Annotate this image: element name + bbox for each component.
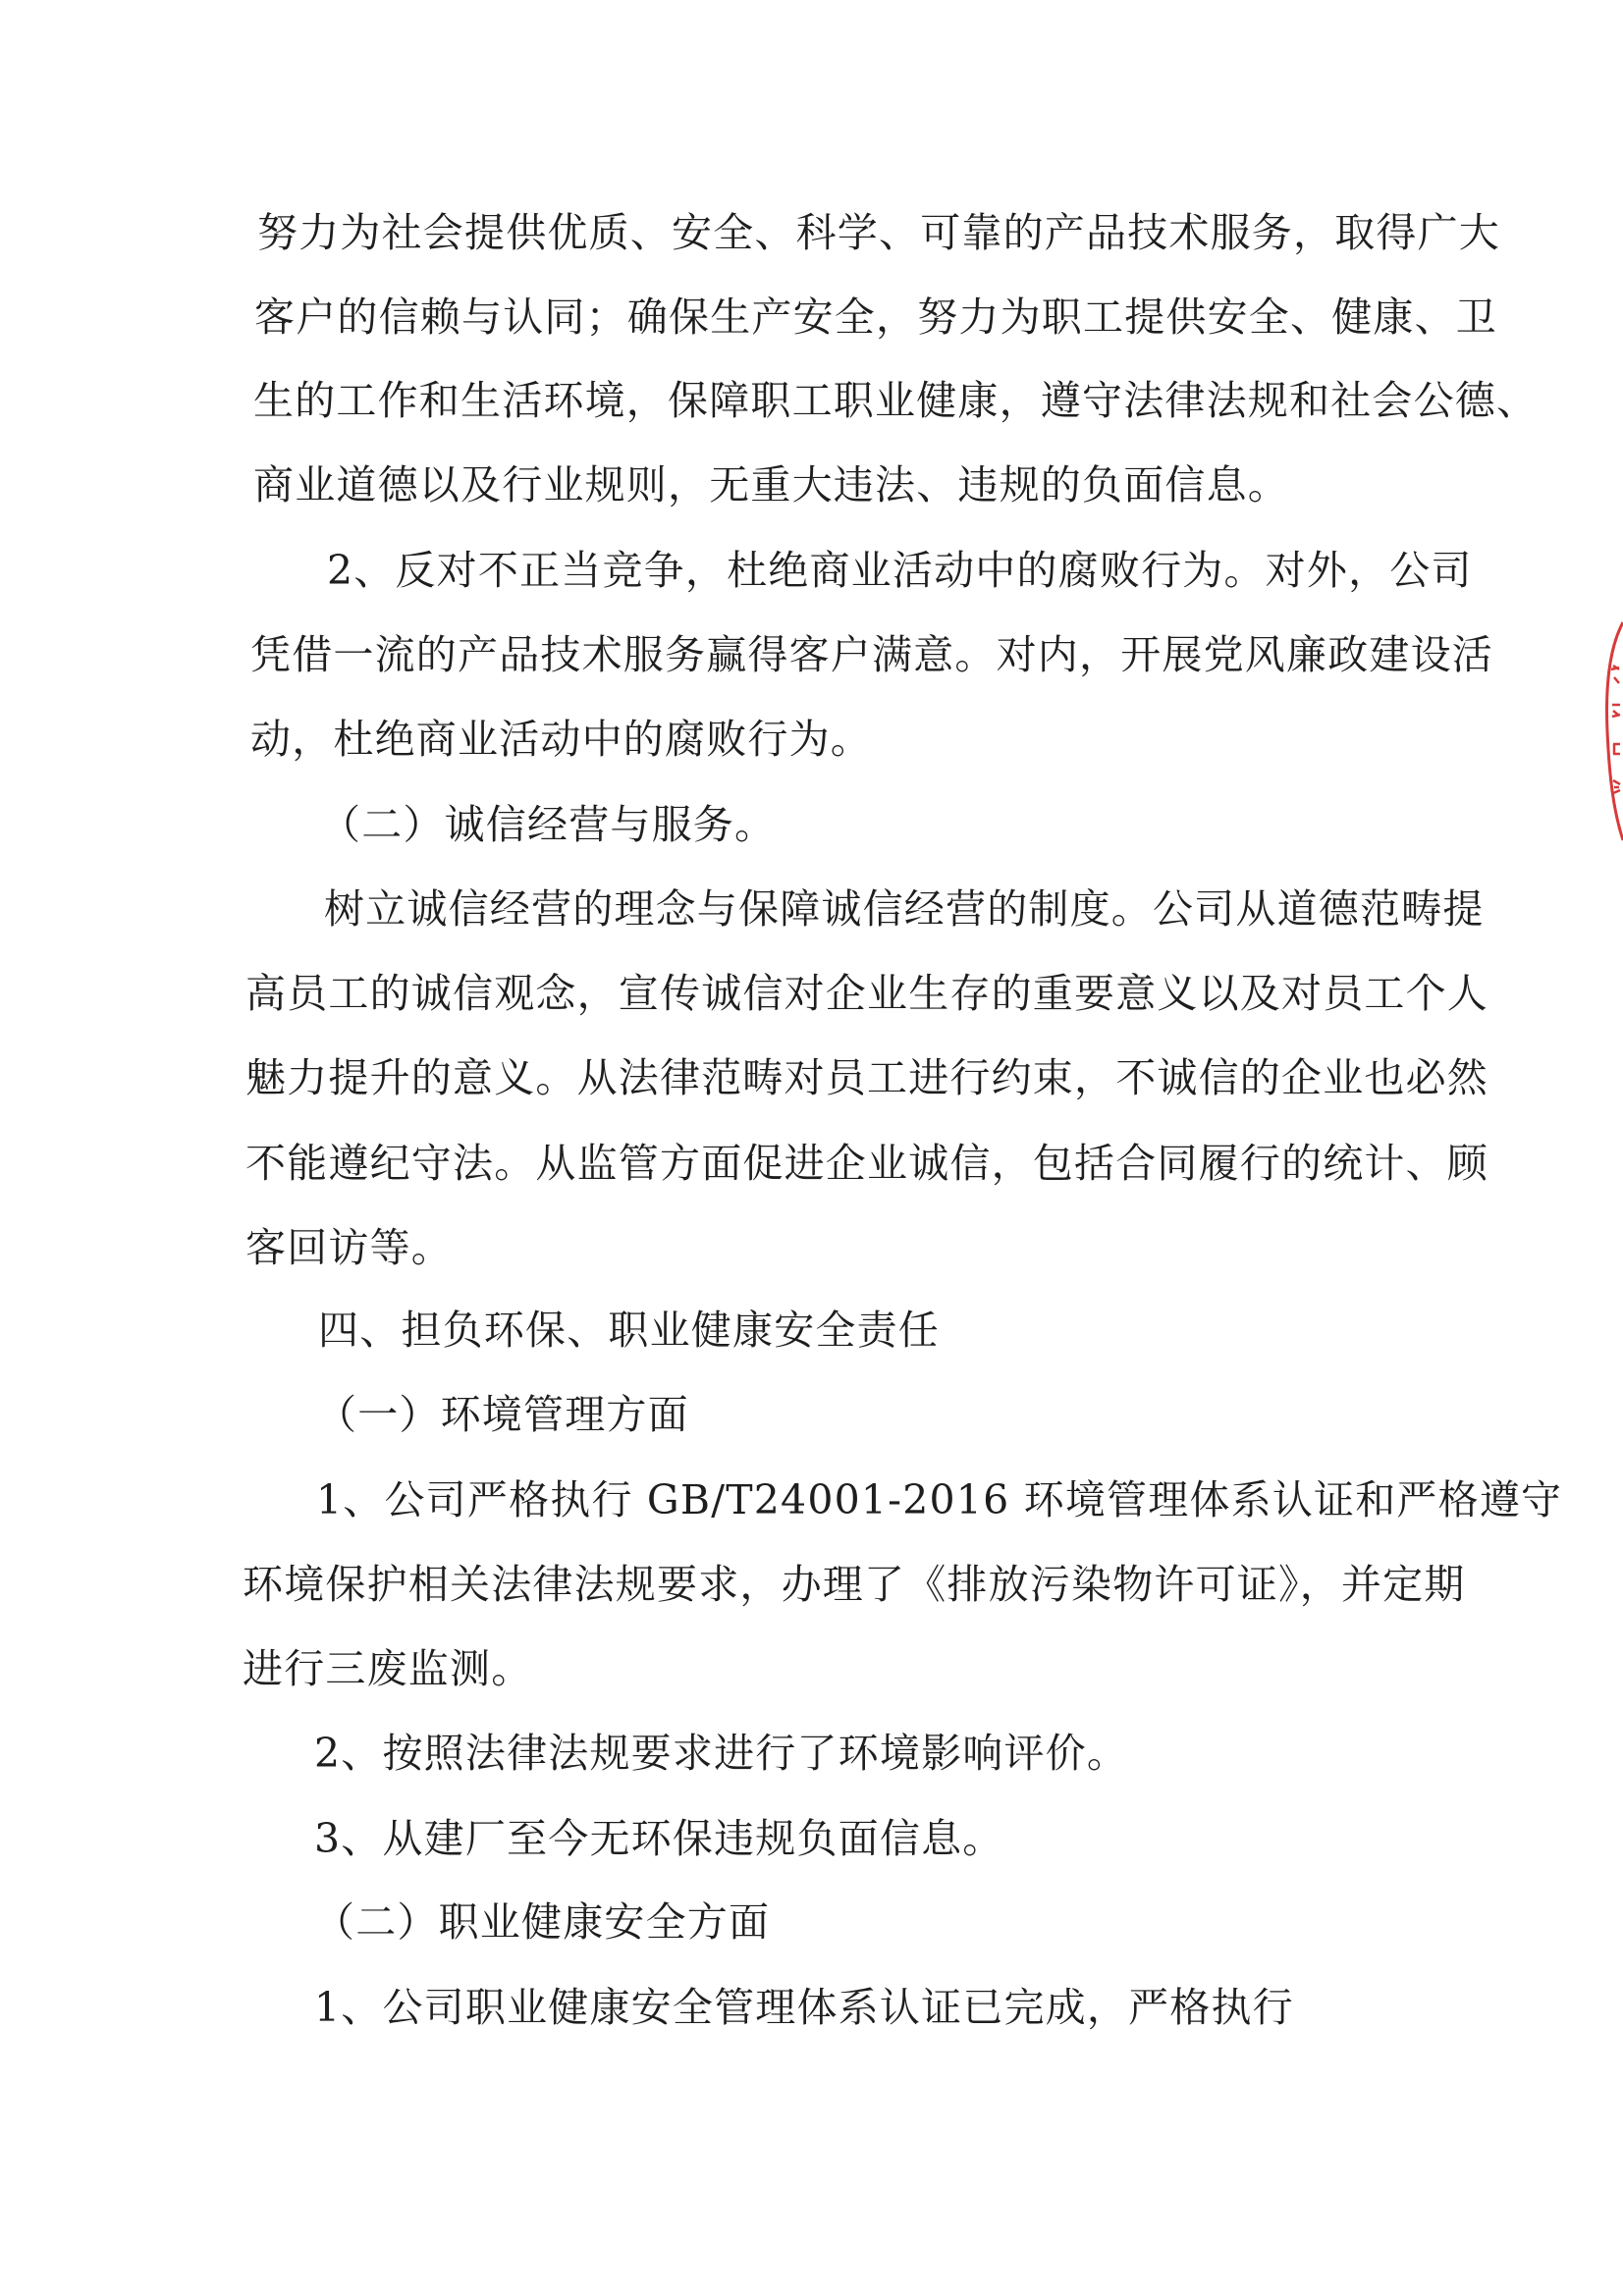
paragraph-line: 魅力提升的意义。从法律范畴对员工进行约束，不诚信的企业也必然	[245, 1054, 1488, 1101]
section-heading: （二）诚信经营与服务。	[320, 801, 777, 848]
paragraph-line: 3、从建厂至今无环保违规负面信息。	[314, 1815, 1004, 1862]
paragraph-line: 客户的信赖与认同；确保生产安全，努力为职工提供安全、健康、卫	[254, 294, 1497, 341]
paragraph-line: 高员工的诚信观念，宣传诚信对企业生存的重要意义以及对员工个人	[245, 970, 1488, 1017]
paragraph-line: 树立诚信经营的理念与保障诚信经营的制度。公司从道德范畴提	[324, 885, 1485, 933]
paragraph-line: 生的工作和生活环境，保障职工职业健康，遵守法律法规和社会公德、	[253, 377, 1539, 424]
paragraph-line: 凭借一流的产品技术服务赢得客户满意。对内，开展党风廉政建设活	[250, 631, 1493, 678]
paragraph-line: 2、反对不正当竞争，杜绝商业活动中的腐败行为。对外，公司	[327, 547, 1473, 594]
section-heading: 四、担负环保、职业健康安全责任	[318, 1307, 940, 1354]
paragraph-line: 商业道德以及行业规则，无重大违法、违规的负面信息。	[253, 461, 1289, 508]
paragraph-line: 1、公司职业健康安全管理体系认证已完成，严格执行	[314, 1984, 1294, 2031]
seal-stamp-icon	[1601, 618, 1623, 844]
paragraph-line: 不能遵纪守法。从监管方面促进企业诚信，包括合同履行的统计、顾	[245, 1140, 1488, 1187]
paragraph-line: 动，杜绝商业活动中的腐败行为。	[250, 716, 872, 763]
section-heading: （二）职业健康安全方面	[314, 1898, 771, 1946]
paragraph-line: 客回访等。	[245, 1224, 453, 1271]
paragraph-line: 环境保护相关法律法规要求，办理了《排放污染物许可证》，并定期	[243, 1561, 1466, 1608]
paragraph-line: 1、公司严格执行 GB/T24001-2016 环境管理体系认证和严格遵守	[316, 1476, 1563, 1523]
paragraph-line: 2、按照法律法规要求进行了环境影响评价。	[314, 1730, 1129, 1777]
paragraph-line: 进行三废监测。	[243, 1645, 533, 1692]
paragraph-line: 努力为社会提供优质、安全、科学、可靠的产品技术服务，取得广大	[257, 209, 1500, 256]
section-heading: （一）环境管理方面	[316, 1391, 689, 1438]
